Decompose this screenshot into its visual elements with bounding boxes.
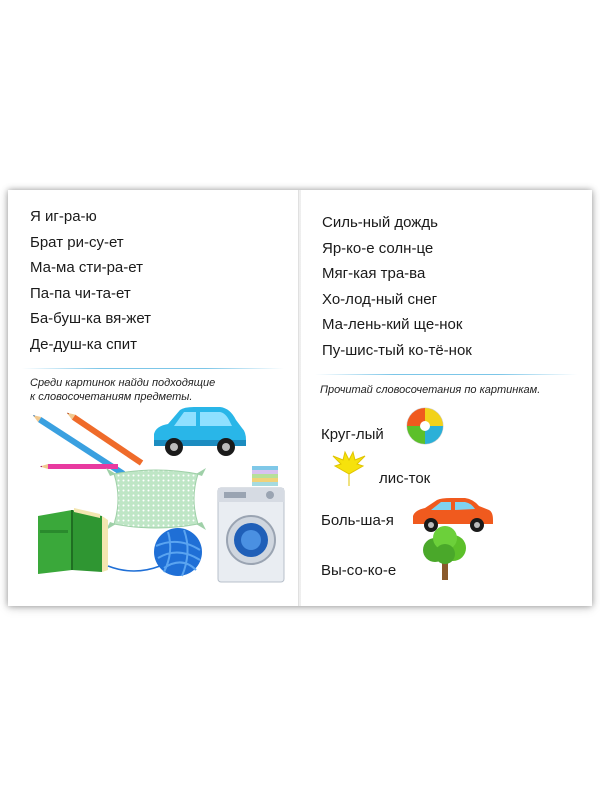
beach-ball-icon bbox=[405, 406, 445, 446]
washing-machine-icon bbox=[216, 466, 286, 584]
right-instruction: Прочитай словосочетания по картинкам. bbox=[320, 384, 541, 396]
phrase: Хо-лод-ный снег bbox=[322, 290, 438, 308]
phrase: Пу-шис-тый ко-тё-нок bbox=[322, 341, 472, 359]
phrase: Мяг-кая тра-ва bbox=[322, 265, 426, 282]
pencils-icon bbox=[28, 412, 138, 472]
word-tall: Вы-со-ко-е bbox=[321, 562, 397, 579]
left-divider bbox=[22, 368, 284, 369]
word-leaf: лис-ток bbox=[379, 470, 431, 487]
yarn-ball-icon bbox=[104, 526, 214, 584]
instruction-line: к словосочетаниям предметы. bbox=[30, 391, 193, 403]
phrase: Ма-ма сти-ра-ет bbox=[30, 259, 143, 276]
right-divider bbox=[315, 374, 577, 375]
phrase: Па-па чи-та-ет bbox=[30, 284, 131, 302]
tree-icon bbox=[419, 526, 471, 580]
phrase: Яр-ко-е солн-це bbox=[322, 239, 434, 257]
left-page bbox=[8, 190, 299, 606]
phrase: Де-душ-ка спит bbox=[30, 335, 138, 353]
green-book-icon bbox=[28, 506, 112, 574]
phrase: Я иг-ра-ю bbox=[30, 208, 97, 225]
book-spread bbox=[8, 190, 592, 606]
pillow-icon bbox=[106, 468, 206, 530]
phrase: Ба-буш-ка вя-жет bbox=[30, 310, 152, 327]
blue-car-icon bbox=[150, 406, 248, 458]
left-instruction bbox=[30, 376, 280, 404]
phrase: Ма-лень-кий ще-нок bbox=[322, 316, 463, 333]
word-big: Боль-ша-я bbox=[321, 512, 394, 529]
right-phrase-list bbox=[322, 210, 472, 363]
yellow-leaf-icon bbox=[329, 452, 369, 488]
right-page bbox=[301, 190, 592, 606]
phrase: Брат ри-су-ет bbox=[30, 233, 124, 251]
phrase: Силь-ный дождь bbox=[322, 214, 438, 231]
instruction-line: Среди картинок найди подходящие bbox=[30, 377, 216, 389]
left-phrase-list bbox=[30, 204, 151, 357]
word-round: Круг-лый bbox=[321, 426, 384, 443]
